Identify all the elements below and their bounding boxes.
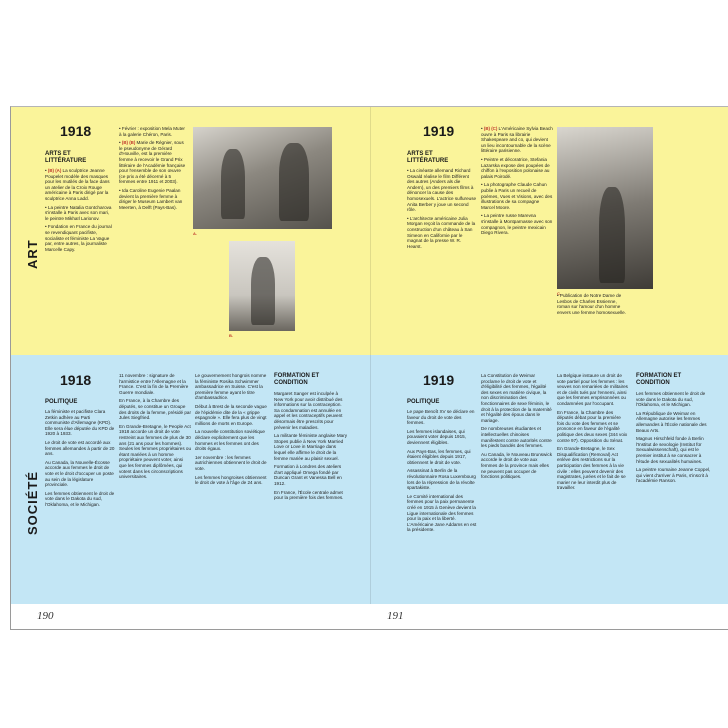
art-right-heading: ARTS ET LITTÉRATURE [407, 151, 449, 164]
art-right-year: 1919 [423, 123, 455, 139]
timeline-entry [195, 455, 269, 472]
art-left-col1 [45, 168, 113, 255]
caption-b: B. [229, 333, 233, 338]
entry-text: La sculptrice Jeanne Poupelet modèle des masques pour les mutilés de la face dans un atelier de la Croix Rouge américaine à Paris dirigé par la sculptrice Anna Ladd. [45, 168, 110, 201]
photo-portrait-woman [229, 241, 295, 331]
entry-text: La Belgique instaure un droit de vote partiel pour les femmes : les veuves non remariées de militaires et de civils tués par l'ennemi, ainsi que les femmes emprisonnées ou condamnées par l'occupant. [557, 373, 628, 406]
timeline-entry [119, 140, 187, 185]
gutter [370, 107, 371, 604]
timeline-entry [45, 440, 115, 457]
timeline-entry [45, 409, 115, 437]
timeline-entry [636, 391, 712, 408]
entry-text: Formation à Londres des ateliers d'art appliqué Omega fondé par Duncan Grant et Vanessa Bell en 1912. [274, 464, 342, 486]
timeline-entry [45, 460, 115, 488]
timeline-entry [119, 126, 187, 137]
timeline-entry [407, 168, 477, 213]
entry-text: Début à Brest de la seconde vague de l'épidémie dite de la « grippe espagnole ». Elle fera plus de vingt millions de morts en Europe. [195, 403, 267, 426]
society-right-col4 [636, 391, 712, 487]
timeline-entry [557, 410, 629, 444]
timeline-entry [557, 446, 629, 491]
timeline-entry [195, 429, 269, 451]
entry-text: L'Américaine Sylvia Beach ouvre à Paris sa librairie Shakespeare and co, qui devient un lieu incontournable de la scène littéraire parisienne. [481, 126, 553, 154]
timeline-entry [407, 216, 477, 250]
society-right-col3 [557, 373, 629, 494]
society-left-formation: FORMATION ET CONDITION [274, 373, 320, 386]
entry-text: La cinéaste allemand Richard Oswald réalise le film Différent des autres (Anders als die Andern), un des premiers films à dénoncer la cause des homosexuels. L'actrice sulfureuse Anita Berber y joue un second rôle. [407, 168, 477, 213]
entry-text: Peintre et décoratrice, Stefania Lazarska expose des poupées de chiffon à l'exposition polonaise au palais Poirodé. [481, 156, 550, 179]
timeline-entry [274, 464, 348, 486]
entry-text: En Grande-Bretagne, le Sex Disqualification (Removal) Act enlève des restrictions sur la participation des femmes à la vie civile : elles peuvent devenir des magistrates, jurées et le fait de se marier ne leur interdit plus de travailler. [557, 446, 626, 491]
entry-text: Le droit de vote est accordé aux femmes allemandes à partir de 20 ans. [45, 439, 115, 457]
timeline-entry [195, 404, 269, 426]
entry-text: Fondation en France du journal se revendiquant pacifiste, socialiste et féministe La Vague par, entre autres, la journaliste Marcelle Capy. [45, 224, 112, 252]
photo-sculptor-atelier [193, 127, 332, 229]
entry-text: Les femmes obtiennent le droit de vote dans le Dakota du sud, l'Oklahoma, et le Michigan. [636, 391, 706, 408]
art-right-col2 [481, 126, 553, 239]
entry-text: En France, à la Chambre des députés, se constitue un Groupe des droits de la femme, présidé par Jules Siegfried. [119, 398, 192, 421]
page-number-right: 191 [387, 610, 404, 622]
entry-text: Le gouvernement hongrois nomme la féministe Rosika Schwimmer ambassadrice en Suisse. C'est la première femme ayant le titre d'ambassadrice. [195, 373, 267, 401]
entry-text: Le Comité international des femmes pour la paix permanente créé en 1915 à Genève devient la Ligue internationale des femmes pour la paix et la liberté. L'Américaine Jane Addams en est la présidente. [407, 493, 477, 533]
timeline-entry [195, 475, 269, 486]
image-reference-tag: (B) (C) [483, 126, 499, 131]
book-spread [10, 106, 728, 630]
entry-text: La photographe Claude Cahun publie à Paris un recueil de poèmes, Vues et Visions, avec des illustrations de sa compagne Marcel Moore. [481, 182, 553, 210]
entry-text: Ida Caroline Eugenie Paalan devient la première femme à diriger le Museum Lambert van Meerten, à Delft (Pays-Bas). [119, 187, 183, 210]
art-left-year: 1918 [60, 123, 92, 139]
entry-text: En France, la Chambre des députés débat pour la première fois du vote des femmes et se prononce en faveur de l'égalité politique des deux sexes (344 voix contre 97). Opposition du Sénat. [557, 409, 628, 443]
timeline-entry [636, 411, 712, 433]
entry-text: Au Canada, la Nouvelle-Écosse accorde aux femmes le droit de vote et le droit d'occuper un poste au sein de la législature provinciale. [45, 459, 114, 488]
entry-text: En France, l'École centrale admet pour la première fois des femmes. [274, 489, 344, 501]
entry-text: La peintre roumaine Jeanne Coppel, qui vient d'arriver à Paris, s'inscrit à l'académie Ranson. [636, 467, 711, 484]
society-right-politique: POLITIQUE [407, 399, 440, 405]
entry-text: 1er novembre : les femmes autrichiennes obtiennent le droit de vote. [195, 454, 267, 471]
entry-text: Marie de Régnier, sous le pseudonyme de Gérard d'Houville, est la première femme à recevoir le Grand Prix littéraire de l'Académie française pour l'ensemble de son œuvre (ce prix a été décerné à 5 femmes entre 1911 et 2003). [119, 140, 186, 185]
timeline-entry [557, 373, 629, 407]
society-left-col4 [274, 391, 348, 504]
timeline-entry [119, 424, 191, 480]
timeline-entry [45, 224, 113, 252]
timeline-entry [45, 205, 113, 222]
timeline-entry [407, 468, 477, 490]
society-left-col2 [119, 373, 191, 483]
photo-bookshop [557, 127, 653, 289]
timeline-entry [481, 426, 553, 448]
page-number-left: 190 [37, 610, 54, 622]
society-right-col2 [481, 373, 553, 483]
entry-text: En Grande-Bretagne, le People Act 1918 accorde un droit de vote restreint aux femmes de plus de 30 ans (21 ans pour les hommes). Seules les femmes propriétaires ou étant mariées à un homme propriétaire peuvent voter, ainsi que les femmes diplômées, qui votent dans les circonscriptions universitaires. [119, 423, 192, 480]
timeline-entry [407, 494, 477, 533]
timeline-entry [195, 373, 269, 401]
image-reference-tag: (B) (B) [121, 140, 137, 146]
entry-text: Magnus Hirschfeld fonde à Berlin l'Institut de sexologie (Institut für Sexualwissenschaft), qui est le premier institut à se consacrer à l'étude des sexualités humaines. [636, 436, 704, 464]
timeline-entry [481, 373, 553, 423]
society-right-col1 [407, 409, 477, 536]
timeline-entry [274, 433, 348, 461]
image-reference-tag: (B) (A) [47, 168, 63, 173]
timeline-entry [407, 429, 477, 446]
timeline-entry [45, 168, 113, 202]
society-left-year: 1918 [60, 372, 92, 388]
society-left-politique: POLITIQUE [45, 399, 78, 405]
art-section-label: ART [25, 239, 40, 269]
society-right-formation: FORMATION ET CONDITION [636, 373, 682, 386]
entry-text: La République de Weimar en Allemagne autorise les femmes allemandes à l'École nationale des Beaux Arts. [636, 410, 707, 433]
art-right-col1 [407, 168, 477, 252]
art-right-col3 [557, 293, 631, 318]
timeline-entry [274, 490, 348, 501]
entry-text: La féministe et pacifiste Clara Zetkin adhère au Parti communiste d'Allemagne (KPD). Elle sera élue députée du KPD de 1920 à 1933. [45, 409, 115, 437]
entry-text: La militante féministe anglaise Mary Stopes publie à New York Married Love or Love in Marriage dans lequel elle affirme le droit de la femme mariée au plaisir sexuel. [274, 433, 348, 461]
entry-text: Margaret Sanger est inculpée à New York pour avoir distribué des informations sur la contraception. Sa condamnation est annulée en appel et les contraceptifs peuvent désormais être prescrits pour prévenir les maladies. [274, 391, 343, 430]
society-left-col1 [45, 409, 115, 511]
timeline-entry [636, 436, 712, 464]
timeline-entry [481, 182, 553, 210]
timeline-entry [407, 409, 477, 426]
entry-text: Aux Pays-Bas, les femmes, qui étaient éligibles depuis 1917, obtiennent le droit de vote. [407, 448, 471, 465]
timeline-entry [557, 293, 631, 315]
entry-text: Les femmes obtiennent le droit de vote dans le Dakota du sud, l'Oklahoma, et le Michigan. [45, 490, 115, 507]
society-left-col3 [195, 373, 269, 489]
timeline-entry [407, 449, 477, 466]
timeline-entry [45, 491, 115, 508]
entry-text: Février : exposition Mela Muter à la galerie Chéron, Paris. [119, 126, 185, 137]
timeline-entry [119, 373, 191, 395]
entry-text: Au Canada, le Nouveau Brunswick accorde le droit de vote aux femmes de la province mais elles ne peuvent pas occuper de fonctions politiques. [481, 451, 552, 480]
entry-text: De nombreuses étudiantes et intellectuelles chinoises manifestent contre autorités contre les pieds bandés des femmes. [481, 426, 552, 449]
timeline-entry [274, 391, 348, 430]
timeline-entry [119, 188, 187, 210]
society-section-label: SOCIÉTÉ [25, 470, 40, 535]
entry-text: L'architecte américaine Julia Morgan reçoit la commande de la construction d'un château à San Simeon en Californie par le magnat de la presse W. R. Hearst. [407, 215, 476, 249]
timeline-entry [481, 213, 553, 235]
page-footer [11, 604, 728, 630]
entry-text: La nouvelle constitution soviétique déclare explicitement que les hommes et les femmes ont des droits égaux. [195, 429, 265, 452]
entry-text: La peintre Natalia Gontcharova s'installe à Paris avec son mari, le peintre Mikhaïl Larionov. [45, 204, 112, 221]
entry-text: Les femmes hongroises obtiennent le droit de vote à l'âge de 24 ans. [195, 474, 267, 486]
entry-text: Publication de Notre Dame de Lesbos de Charles Essienne, roman sur l'amour d'un homme envers une femme homosexuelle. [557, 293, 626, 315]
caption-a: A. [193, 231, 197, 236]
entry-text: La Constitution de Weimar proclame le droit de vote et d'éligibilité des femmes, l'égalité des sexes en matière civique, la non discrimination des fonctionnaires de sexe féminin, le droit à la protection de la maternité et l'égalité des époux dans le mariage. [481, 373, 552, 423]
entry-text: Assassinat à Berlin de la révolutionnaire Rosa Luxembourg lors de la répression de la révolte spartakiste. [407, 468, 476, 491]
art-left-heading: ARTS ET LITTÉRATURE [45, 151, 87, 164]
timeline-entry [481, 126, 553, 154]
entry-text: Les femmes islandaises, qui pouvaient voter depuis 1915, deviennent éligibles. [407, 428, 466, 445]
art-left-col2 [119, 126, 187, 213]
entry-text: Le pape Benoît XV se déclare en faveur du droit de vote des femmes. [407, 409, 475, 426]
timeline-entry [481, 157, 553, 179]
society-right-year: 1919 [423, 372, 455, 388]
timeline-entry [119, 398, 191, 420]
entry-text: La peintre russe Marevna s'installe à Montparnasse avec son compagnon, le peintre mexicain Diego Rivera. [481, 213, 553, 236]
timeline-entry [636, 467, 712, 484]
entry-text: 11 novembre : signature de l'armistice entre l'Allemagne et la France. C'est la fin de la Première Guerre mondiale. [119, 373, 189, 395]
caption-c: C. [557, 291, 561, 296]
timeline-entry [481, 452, 553, 480]
